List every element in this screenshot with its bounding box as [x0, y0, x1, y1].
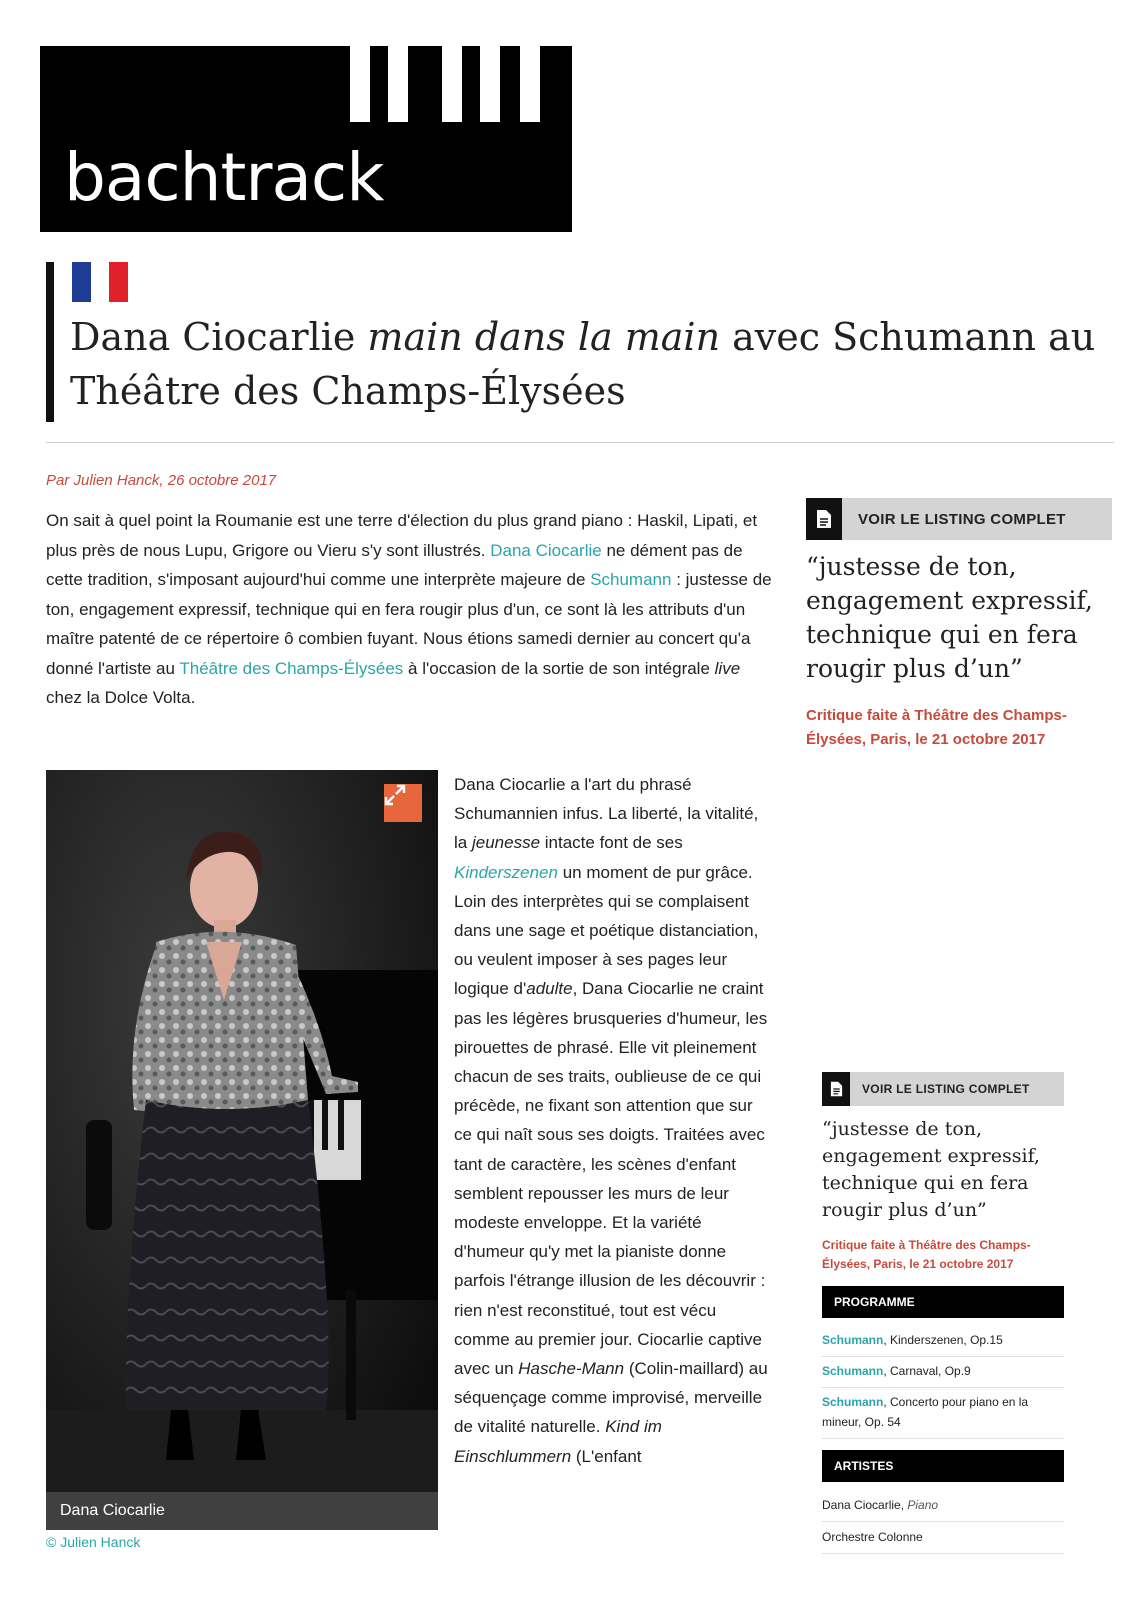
expand-photo-button[interactable]	[384, 784, 422, 822]
bachtrack-logo[interactable]	[40, 46, 572, 232]
article-body: Dana Ciocarlie a l'art du phrasé Schumannien infus. La liberté, la vitalité, la jeunesse intacte font de ses Kinderszenen un moment de pur grâce. Loin des interprètes qui se complaisent dans une sage et poétique distanciation, ou veulent imposer à ses pages leur logique d'adulte, Dana Ciocarlie ne craint pas les légères brusqueries d'humeur, les pirouettes de phrasé. Elle vit pleinement chacun de ses traits, oublieuse de ce qui précède, ne fixant son attention que sur ce qui naît sous ses doigts. Traitées avec tant de caractère, les scènes d'enfant semblent repousser les murs de leur modeste enveloppe. Et la variété d'humeur qu'y met la pianiste donne parfois l'étrange illusion de les découvrir : rien n'est reconstitué, tout est vécu comme au premier jour. Ciocarlie captive avec un Hasche-Mann (Colin-maillard) au séquençage comme improvisé, merveille de vitalité naturelle. Kind im Einschlummern (L'enfant	[454, 775, 768, 1466]
logo-piano-key	[520, 46, 540, 122]
listing-button-label: VOIR LE LISTING COMPLET	[858, 510, 1066, 528]
header-divider	[46, 442, 1114, 443]
article-intro: On sait à quel point la Roumanie est une terre d'élection du plus grand piano : Haskil, Lipati, et plus près de nous Lupu, Grigore ou Vieru s'y sont illustrés. Dana Ciocarlie ne dément pas de cette tradition, s'imposant aujourd'hui comme une interprète majeure de Schumann : justesse de ton, engagement expressif, technique qui en fera rougir plus d'un, ce sont là les attributs d'un maître patenté de ce répertoire ô combien fuyant. Nous étions samedi dernier au concert qu'a donné l'artiste au Théâtre des Champs-Élysées à l'occasion de la sortie de son intégrale live chez la Dolce Volta.	[46, 511, 772, 707]
composer-link[interactable]: Schumann	[822, 1395, 884, 1409]
programme-list	[822, 1326, 1064, 1439]
artists-header: ARTISTES	[822, 1450, 1064, 1482]
pianist-photo-illustration	[46, 770, 438, 1530]
expand-icon	[384, 784, 406, 806]
composer-link[interactable]: Schumann	[822, 1364, 884, 1378]
document-icon-box	[822, 1072, 850, 1106]
work-link[interactable]: Kinderszenen	[454, 862, 558, 882]
document-icon-box	[806, 498, 842, 540]
logo-piano-key	[350, 46, 370, 122]
document-icon	[816, 509, 832, 529]
article-byline: Par Julien Hanck, 26 octobre 2017	[46, 472, 277, 489]
article-title: Dana Ciocarlie main dans la main avec Schumann au Théâtre des Champs-Élysées	[70, 315, 1096, 413]
logo-piano-key	[388, 46, 408, 122]
listing-button[interactable]	[822, 1072, 1064, 1106]
logo-piano-key	[480, 46, 500, 122]
programme-item: Schumann, Carnaval, Op.9	[822, 1357, 1064, 1388]
article-photo[interactable]	[46, 770, 438, 1530]
photo-credit[interactable]: © Julien Hanck	[46, 1534, 141, 1550]
photo-caption: Dana Ciocarlie	[46, 1492, 438, 1530]
critique-info[interactable]: Critique faite à Théâtre des Champs-Élysées, Paris, le 21 octobre 2017	[822, 1238, 1031, 1271]
artist-link[interactable]: Dana Ciocarlie	[490, 540, 602, 560]
logo-text: bachtrack	[64, 139, 384, 216]
headline-rule	[46, 262, 54, 422]
artists-list	[822, 1490, 1064, 1554]
pull-quote: “justesse de ton, engagement expressif, technique qui en fera rougir plus d’un”	[822, 1118, 1040, 1221]
venue-link[interactable]: Théâtre des Champs-Élysées	[179, 658, 404, 678]
logo-piano-key	[442, 46, 462, 122]
pull-quote: “justesse de ton, engagement expressif, technique qui en fera rougir plus d’un”	[806, 552, 1093, 683]
artist-item[interactable]: Dana Ciocarlie, Piano	[822, 1490, 1064, 1522]
french-flag-icon	[72, 262, 128, 302]
programme-item: Schumann, Concerto pour piano en la mineur, Op. 54	[822, 1388, 1064, 1439]
composer-link[interactable]: Schumann	[590, 570, 672, 589]
programme-item: Schumann, Kinderszenen, Op.15	[822, 1326, 1064, 1357]
listing-button-label: VOIR LE LISTING COMPLET	[862, 1082, 1030, 1096]
programme-header: PROGRAMME	[822, 1286, 1064, 1318]
composer-link[interactable]: Schumann	[822, 1333, 884, 1347]
artist-item[interactable]: Orchestre Colonne	[822, 1522, 1064, 1554]
document-icon	[830, 1081, 843, 1097]
listing-button[interactable]	[806, 498, 1112, 540]
critique-info[interactable]: Critique faite à Théâtre des Champs-Élysées, Paris, le 21 octobre 2017	[806, 707, 1067, 748]
